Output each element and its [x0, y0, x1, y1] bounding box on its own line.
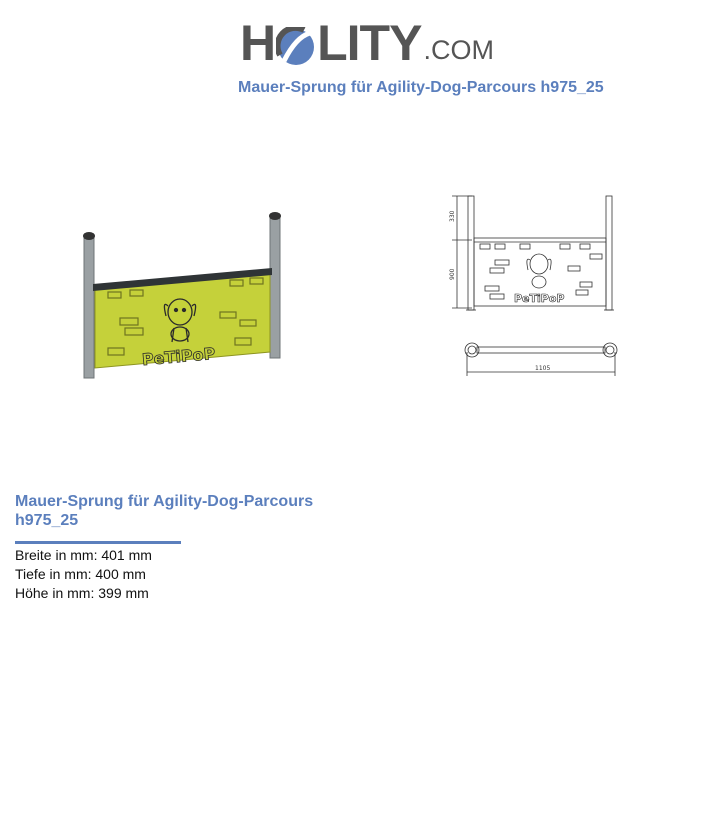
spec-list [15, 546, 152, 603]
title-divider [15, 541, 181, 544]
page-title: Mauer-Sprung für Agility-Dog-Parcours h975_25 [238, 79, 604, 96]
holity-logo[interactable] [240, 12, 494, 71]
logo-text-com: .COM [423, 35, 494, 65]
drawing-brand-text: PeTiPoP [514, 292, 565, 305]
product-photo [70, 200, 300, 395]
spec-depth: Tiefe in mm: 400 mm [15, 566, 146, 582]
dimension-height-panel: 900 [449, 268, 456, 280]
spec-width: Breite in mm: 401 mm [15, 547, 152, 563]
dimension-width: 1105 [535, 365, 551, 372]
technical-drawing-top [455, 336, 625, 386]
dimension-height-top: 330 [449, 210, 456, 222]
product-title: Mauer-Sprung für Agility-Dog-Parcours h975_25 [15, 493, 314, 529]
logo-o-icon [276, 25, 316, 65]
photo-brand-text: PeTiPoP [141, 343, 216, 370]
technical-drawing-front [440, 188, 630, 318]
logo-text-lity: LITY [317, 15, 422, 71]
spec-height: Höhe in mm: 399 mm [15, 585, 149, 601]
logo-text-h: H [240, 15, 276, 71]
